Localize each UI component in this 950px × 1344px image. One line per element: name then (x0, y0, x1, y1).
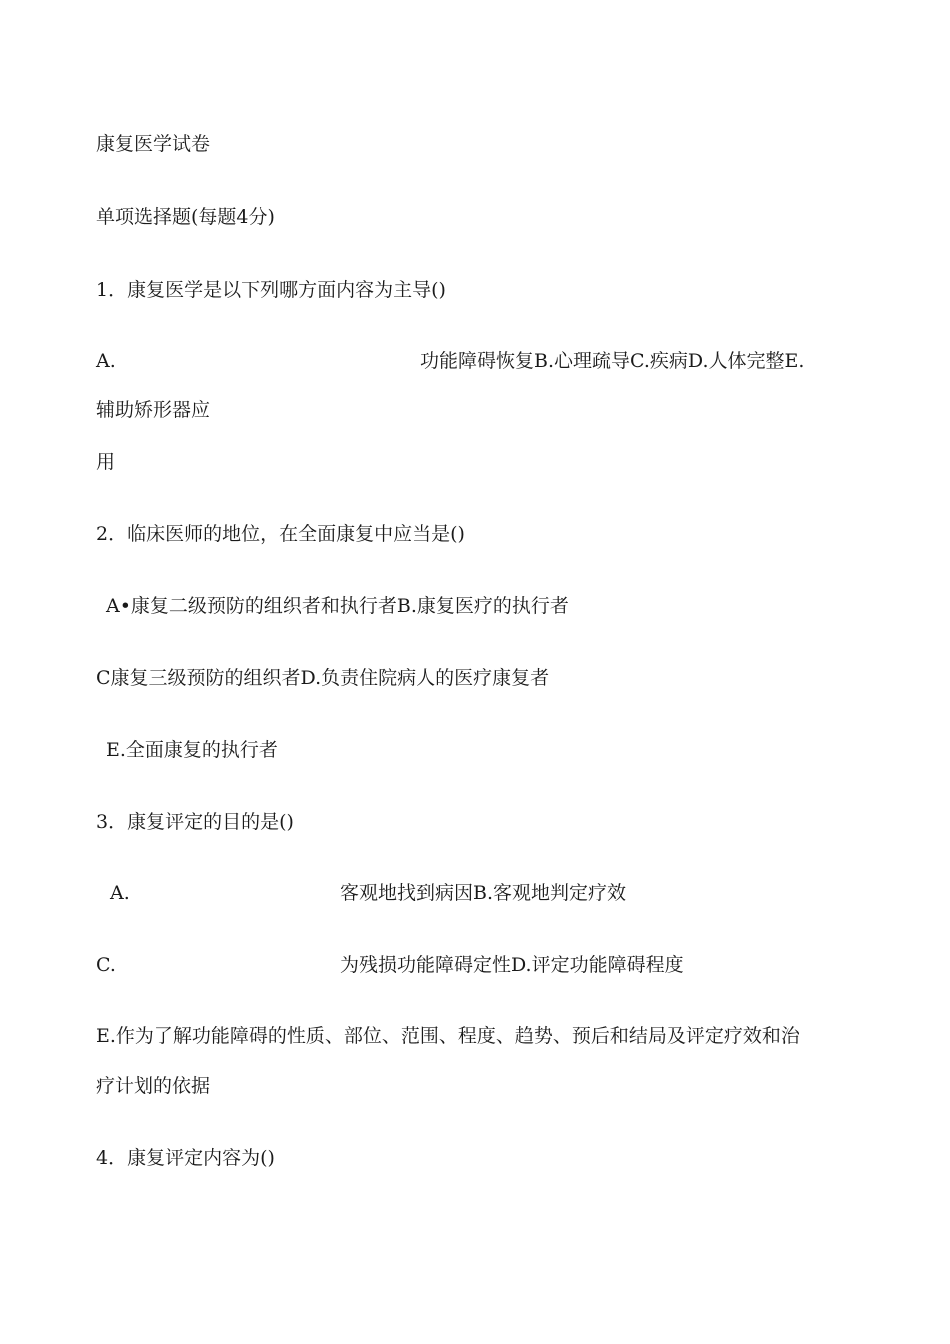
question-3-options-line-1: 客观地找到病因B.客观地判定疗效 (340, 882, 627, 904)
question-1-options: 功能障碍恢复B.心理疏导C.疾病D.人体完整E. (420, 350, 805, 372)
question-3-options-line-4: 疗计划的依据 (96, 1075, 211, 1097)
document-title: 康复医学试卷 (96, 133, 211, 155)
question-1-options-wrap: 辅助矫形器应 (96, 399, 211, 421)
question-4-stem: 4．康复评定内容为() (96, 1147, 275, 1169)
question-3-stem: 3．康复评定的目的是() (96, 811, 294, 833)
question-3-options-line-2: 为残损功能障碍定性D.评定功能障碍程度 (340, 954, 684, 976)
question-2-options-line-3: E.全面康复的执行者 (106, 739, 278, 761)
question-3-option-label-c: C. (96, 954, 116, 976)
question-3-option-label-a: A. (110, 882, 130, 904)
question-1-option-label: A. (96, 350, 116, 372)
question-2-options-line-1: A•康复二级预防的组织者和执行者B.康复医疗的执行者 (106, 595, 569, 617)
question-2-options-line-2: C康复三级预防的组织者D.负责住院病人的医疗康复者 (96, 667, 550, 689)
section-heading: 单项选择题(每题4分) (96, 206, 275, 228)
question-1-stem: 1．康复医学是以下列哪方面内容为主导() (96, 279, 446, 301)
question-1-options-wrap-2: 用 (96, 451, 116, 473)
question-3-options-line-3: E.作为了解功能障碍的性质、部位、范围、程度、趋势、预后和结局及评定疗效和治 (96, 1025, 800, 1047)
question-2-stem: 2．临床医师的地位，在全面康复中应当是() (96, 523, 465, 545)
